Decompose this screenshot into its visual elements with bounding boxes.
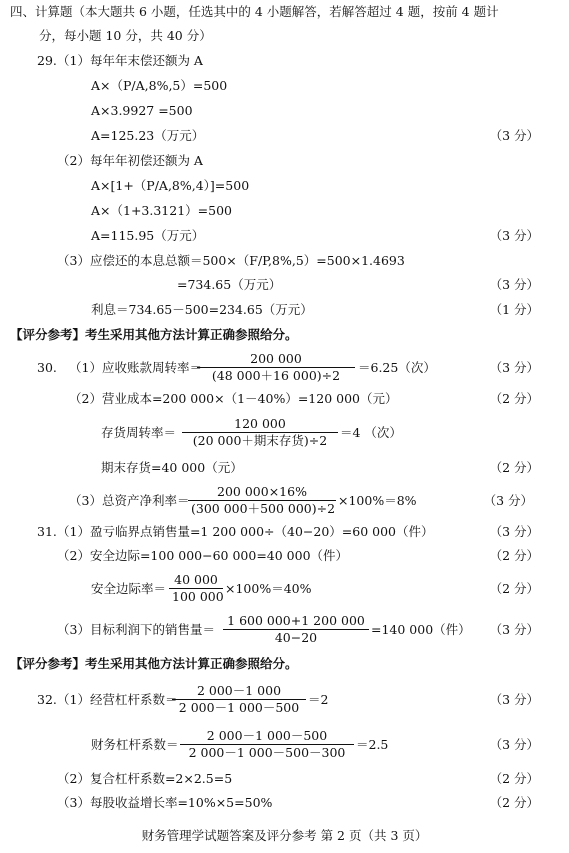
q29-part2-line3: A=115.95（万元） [91, 228, 205, 243]
scoring-note-text: 考生采用其他方法计算正确参照给分。 [85, 327, 298, 342]
q32-part1-label: （1）经营杠杆系数＝ [57, 692, 178, 707]
q32-part1b-result: ＝2.5 [356, 737, 389, 752]
q30-part3-label: （3）总资产净利率＝ [69, 493, 190, 508]
q29-part1-line1: A×（P/A,8%,5）=500 [91, 78, 228, 93]
q31-part2-numerator: 40 000 [174, 572, 218, 587]
q30-part1-label: （1）应收账款周转率＝ [69, 360, 202, 375]
q30-part3-denominator: (300 000＋500 000)÷2 [188, 500, 336, 516]
section-title-line1: 四、计算题（本大题共 6 小题，任选其中的 4 小题解答，若解答超过 4 题，按前 4 题计 [10, 4, 499, 19]
q30-part1-fraction [197, 352, 355, 383]
q31-part3-label: （3）目标利润下的销售量＝ [57, 622, 215, 637]
q30-part2-line1: （2）营业成本=200 000×（1－40%）=120 000（元） [69, 391, 398, 406]
q32-part1b-label: 财务杠杆系数＝ [91, 737, 179, 752]
q29-part2-label: （2）每年年初偿还额为 A [57, 153, 203, 168]
q31-part2-denominator: 100 000 [169, 588, 223, 604]
scoring-note-tag: 【评分参考】 [10, 327, 86, 342]
q30-part2-score1: （2 分） [489, 391, 539, 406]
q32-part1-score: （3 分） [489, 692, 539, 707]
q32-part3-line1: （3）每股收益增长率=10%×5=50% [57, 795, 273, 810]
q31-part2-result: ×100%＝40% [225, 581, 312, 596]
scoring-note-text: 考生采用其他方法计算正确参照给分。 [85, 656, 298, 671]
scoring-note-2 [10, 656, 298, 672]
q32-part1b-score: （3 分） [489, 737, 539, 752]
q30-part2-fraction [182, 417, 338, 448]
q32-part3-score: （2 分） [489, 795, 539, 810]
q30-part3-result: ×100%＝8% [338, 493, 417, 508]
q31-number: 31. [37, 524, 57, 539]
q30-part3-numerator: 200 000×16% [217, 484, 307, 499]
q32-part1b-denominator: 2 000－1 000－500－300 [180, 744, 354, 760]
q30-part2-result: ＝4 （次） [340, 425, 402, 440]
q32-part1-fraction [172, 684, 306, 715]
q30-part1-denominator: (48 000＋16 000)÷2 [197, 367, 355, 383]
q29-number: 29. [37, 53, 57, 68]
q29-part2-score: （3 分） [489, 228, 539, 243]
q30-part1-numerator: 200 000 [250, 351, 302, 366]
q30-part2-label: 存货周转率＝ [101, 425, 177, 440]
q31-part3-numerator: 1 600 000+1 200 000 [227, 613, 365, 628]
q32-part2-line1: （2）复合杠杆系数=2×2.5=5 [57, 771, 233, 786]
q30-part2-score2: （2 分） [489, 460, 539, 475]
q31-part2-fraction [169, 573, 223, 604]
q30-part2-denominator: (20 000＋期末存货)÷2 [182, 432, 338, 448]
q31-part2-score2: （2 分） [489, 581, 539, 596]
section-title-line2: 分，每小题 10 分，共 40 分） [39, 28, 212, 43]
q30-part3-fraction [188, 485, 336, 516]
q31-part2-label: 安全边际率＝ [91, 581, 167, 596]
q30-part2-line3: 期末存货=40 000（元） [101, 460, 243, 475]
scoring-note-tag: 【评分参考】 [10, 656, 86, 671]
q32-part2-score: （2 分） [489, 771, 539, 786]
q29-part1-line2: A×3.9927 =500 [91, 103, 193, 118]
q30-part2-numerator: 120 000 [234, 416, 286, 431]
q32-part1b-numerator: 2 000－1 000－500 [206, 728, 328, 743]
q31-part1-score: （3 分） [489, 524, 539, 539]
q32-part1-numerator: 2 000－1 000 [196, 683, 282, 698]
q29-part1-line3: A=125.23（万元） [91, 128, 205, 143]
q30-part1-result: ＝6.25（次） [358, 360, 436, 375]
q29-part3-score1: （3 分） [489, 277, 539, 292]
q31-part3-fraction [223, 614, 369, 645]
q31-part3-result: =140 000（件） [371, 622, 471, 637]
q32-number: 32. [37, 692, 57, 707]
page-footer: 财务管理学试题答案及评分参考 第 2 页（共 3 页） [141, 828, 428, 843]
q32-part1-denominator: 2 000－1 000－500 [172, 699, 306, 715]
q32-part1b-fraction [180, 729, 354, 760]
q29-part2-line1: A×[1+（P/A,8%,4）]=500 [91, 178, 250, 193]
q29-part3-line3: 利息＝734.65－500=234.65（万元） [91, 302, 313, 317]
scoring-note-1 [10, 327, 298, 343]
q31-part3-denominator: 40−20 [223, 629, 369, 645]
q30-number: 30. [37, 360, 57, 375]
q29-part3-line1: （3）应偿还的本息总额＝500×（F/P,8%,5）=500×1.4693 [57, 253, 405, 268]
q32-part1-result: ＝2 [308, 692, 329, 707]
q31-part2-score1: （2 分） [489, 548, 539, 563]
q30-part1-score: （3 分） [489, 360, 539, 375]
q29-part3-score2: （1 分） [489, 302, 539, 317]
q29-part2-line2: A×（1+3.3121）=500 [91, 203, 232, 218]
q29-part1-score: （3 分） [489, 128, 539, 143]
q29-part1-label: （1）每年年末偿还额为 A [57, 53, 203, 68]
q31-part1-line1: （1）盈亏临界点销售量=1 200 000÷（40−20）=60 000（件） [57, 524, 434, 539]
q30-part3-score: （3 分） [483, 493, 533, 508]
q29-part3-line2: =734.65（万元） [177, 277, 282, 292]
q31-part3-score: （3 分） [489, 622, 539, 637]
q31-part2-line1: （2）安全边际=100 000−60 000=40 000（件） [57, 548, 349, 563]
